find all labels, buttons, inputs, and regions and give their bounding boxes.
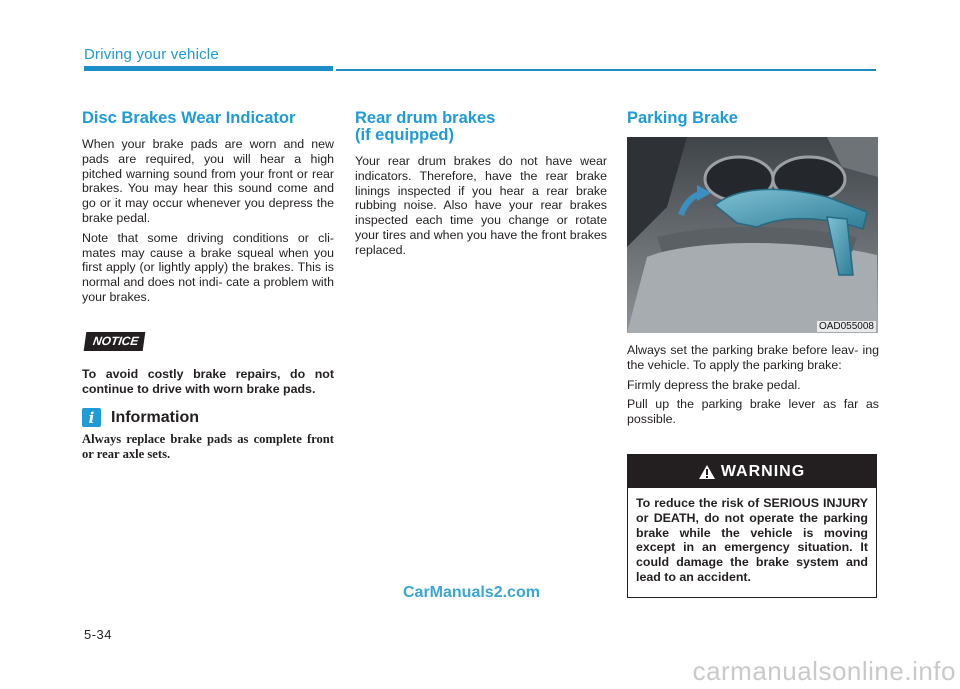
footer-watermark-url: carmanualsonline.info xyxy=(692,656,956,686)
header-rule-thick xyxy=(84,66,333,71)
parking-brake-photo xyxy=(627,137,878,333)
parking-brake-paragraph-1: Always set the parking brake before leav- ing the vehicle. To apply the parking brake: xyxy=(627,343,879,372)
warning-triangle-icon xyxy=(699,465,715,479)
notice-text: To avoid costly brake repairs, do not continue to drive with worn brake pads. xyxy=(82,366,334,396)
parking-brake-step-2: Pull up the parking brake lever as far as possible. xyxy=(627,397,879,427)
parking-brake-step-1: Firmly depress the brake pedal. xyxy=(627,377,801,392)
column-parking-brake xyxy=(627,110,879,432)
disc-brakes-heading: Disc Brakes Wear Indicator xyxy=(82,109,296,127)
parking-brake-heading: Parking Brake xyxy=(627,109,738,127)
page-number: 5-34 xyxy=(84,627,113,642)
warning-title: WARNING xyxy=(720,462,806,480)
warning-box xyxy=(627,454,877,598)
image-code: OAD055008 xyxy=(818,321,874,332)
header-rule-thin xyxy=(336,69,876,71)
rear-drum-heading xyxy=(355,110,607,144)
rear-drum-heading-line-1: Rear drum brakes xyxy=(355,109,496,127)
information-text: Always replace brake pads as complete front or rear axle sets. xyxy=(82,432,334,462)
column-rear-drum-brakes xyxy=(355,110,607,263)
warning-text: To reduce the risk of SERIOUS INJURY or DEATH, do not operate the parking brake while the vehicle is moving except in an emergency situation. It could damage the brake system and lead to an accident. xyxy=(636,496,868,584)
section-label: Driving your vehicle xyxy=(84,46,219,63)
warning-header xyxy=(628,455,876,488)
information-header xyxy=(82,408,334,427)
rear-drum-heading-line-2: (if equipped) xyxy=(355,126,454,144)
disc-brakes-paragraph-1: When your brake pads are worn and new pads are required, you will hear a high pitched warning sound from your front or rear brakes. You may hear this sound come and go or it may occur whenever you depress the brake pedal. xyxy=(82,137,334,225)
notice-label: NOTICE xyxy=(84,332,146,351)
information-title: Information xyxy=(111,408,199,426)
rear-drum-paragraph: Your rear drum brakes do not have wear indicators. Therefore, have the rear brake linings inspected if you hear a rear brake rubbing noise. Also have your rear brakes inspected each time you change or rotate your tires and when you have the front brakes replaced. xyxy=(355,154,607,257)
parking-brake-illustration xyxy=(627,137,878,333)
info-icon: i xyxy=(82,408,101,427)
watermark: CarManuals2.com xyxy=(403,584,540,601)
disc-brakes-paragraph-2: Note that some driving conditions or cli- mates may cause a brake squeal when you first apply (or lightly apply) the brakes. This is normal and does not indi- cate a problem with your brakes. xyxy=(82,230,334,304)
column-disc-brakes xyxy=(82,110,334,462)
